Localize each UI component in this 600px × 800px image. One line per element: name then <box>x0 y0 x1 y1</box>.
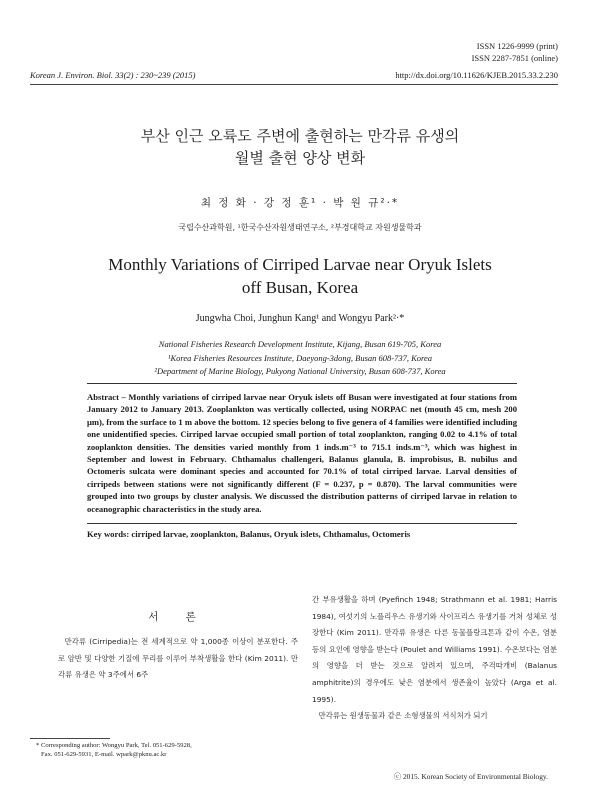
footnote-line2: Fax. 051-629-5931, E-mail. wpark@pknu.ac.kr <box>41 751 167 758</box>
journal-citation: Korean J. Environ. Biol. 33(2) : 230~239 (2015) <box>30 70 196 80</box>
body-right-column <box>312 592 557 725</box>
section-heading-introduction: 서 론 <box>148 611 208 623</box>
footnote-line1: * Corresponding author: Wongyu Park, Tel. 051-629-5928, <box>36 742 192 749</box>
intro-paragraph-left: 만각류 (Cirripedia)는 전 세계적으로 약 1,000종 이상이 분포한다. 주로 암반 및 다양한 기질에 무리를 이루어 부착생활을 한다 (Kim 2011). 만각류 유생은 약 3주에서 6주 <box>58 637 298 680</box>
affiliation-1: National Fisheries Research Development Institute, Kijang, Busan 619-705, Korea <box>158 339 442 349</box>
english-authors: Jungwha Choi, Junghun Kang¹ and Wongyu Park²·* <box>195 313 405 324</box>
doi-link[interactable]: http://dx.doi.org/10.11626/KJEB.2015.33.2.230 <box>395 70 558 80</box>
korean-affiliations: 국립수산과학원, ¹한국수산자원생태연구소, ²부경대학교 자원생물학과 <box>178 223 422 232</box>
english-title-line1: Monthly Variations of Cirriped Larvae near Oryuk Islets <box>108 255 492 274</box>
header-rule <box>30 84 558 85</box>
korean-title-line2: 월별 출현 양상 변화 <box>234 149 366 167</box>
intro-paragraph-right-1: 간 부유생활을 하며 (Pyefinch 1948; Strathmann et al. 1981; Harris 1984), 여섯기의 노플리우스 유생기와 사이프리스 유생기를 거쳐 성체로 성장한다 (Kim 2011). 만각류 유생은 다른 동물플랑크톤과 같이 수온, 염분 등의 요인에 영향을 받는다 (Poulet and Williams 1991). 수온보다는 염분의 영향을 더 받는 것으로 알려져 있으며, 주걱따개비 (Balanus amphitrite)의 경우에도 낮은 염분에서 생존율이 높았다 (Arga et al. 1995). <box>312 595 557 704</box>
korean-title-line1: 부산 인근 오륙도 주변에 출현하는 만각류 유생의 <box>140 127 460 145</box>
issn-online: ISSN 2287-7851 (online) <box>471 53 558 63</box>
copyright: ⓒ 2015. Korean Society of Environmental Biology. <box>393 772 548 781</box>
abstract-label: Abstract <box>87 392 119 402</box>
intro-paragraph-right-2: 만각류는 원생동물과 같은 소형생물의 서식처가 되기 <box>318 711 488 721</box>
korean-authors: 최 정 화 · 강 정 훈¹ · 박 원 규²·* <box>200 197 400 209</box>
abstract-text: Monthly variations of cirriped larvae near Oryuk islets off Busan were investigated at four stations from January 2012 to January 2013. Zooplankton was vertically collected, using NORPAC net (mouth 45 cm, mesh 200 μm), from the surface to 1 m above the bottom. 12 species belong to five genera of 4 families were identified including one unidentified species. Cirriped larvae occupied small portion of total zooplankton, ranging 0.02 to 4.1% of total zooplankton densities. The densities varied monthly from 1 inds.m⁻³ to 715.1 inds.m⁻³, which was highest in September and lowest in February. Chthamalus challengeri, Balanus glanula, B. improbisus, B. nubilus and Octomeris sulcata were dominant species and accounted for 70.1% of total cirriped larvae. Larval densities of cirripeds between stations were not significantly different (F = 0.237, p = 0.870). The larval communities were grouped into two groups by cluster analysis. We discussed the distribution patterns of cirriped larvae in relation to oceanographic characteristics in the study area. <box>87 392 518 514</box>
issn-print: ISSN 1226-9999 (print) <box>476 41 558 51</box>
english-title-line2: off Busan, Korea <box>241 278 359 297</box>
corresponding-author-footnote <box>36 741 192 759</box>
english-affiliations <box>0 338 600 379</box>
affiliation-2: ¹Korea Fisheries Resources Institute, Daeyong-3dong, Busan 608-737, Korea <box>167 352 433 363</box>
abstract-box <box>87 383 517 539</box>
affiliation-3: ²Department of Marine Biology, Pukyong National University, Busan 608-737, Korea <box>154 366 446 376</box>
footnote-rule <box>30 738 110 739</box>
keywords: Key words: cirriped larvae, zooplankton, Balanus, Oryuk islets, Chthamalus, Octomeris <box>87 523 517 539</box>
english-title <box>0 253 600 299</box>
abstract: Abstract – Monthly variations of cirriped larvae near Oryuk islets off Busan were investigated at four stations from January 2012 to January 2013. Zooplankton was vertically collected, using NORPAC net (mouth 45 cm, mesh 200 μm), from the surface to 1 m above the bottom. 12 species belong to five genera of 4 families were identified including one unidentified species. Cirriped larvae occupied small portion of total zooplankton, ranging 0.02 to 4.1% of total zooplankton densities. The densities varied monthly from 1 inds.m⁻³ to 715.1 inds.m⁻³, which was highest in September and lowest in February. Chthamalus challengeri, Balanus glanula, B. improbisus, B. nubilus and Octomeris sulcata were dominant species and accounted for 70.1% of total cirriped larvae. Larval densities of cirripeds between stations were not significantly different (F = 0.237, p = 0.870). The larval communities were grouped into two groups by cluster analysis. We discussed the distribution patterns of cirriped larvae in relation to oceanographic characteristics in the study area. <box>87 392 518 514</box>
body-left-column <box>58 634 298 684</box>
